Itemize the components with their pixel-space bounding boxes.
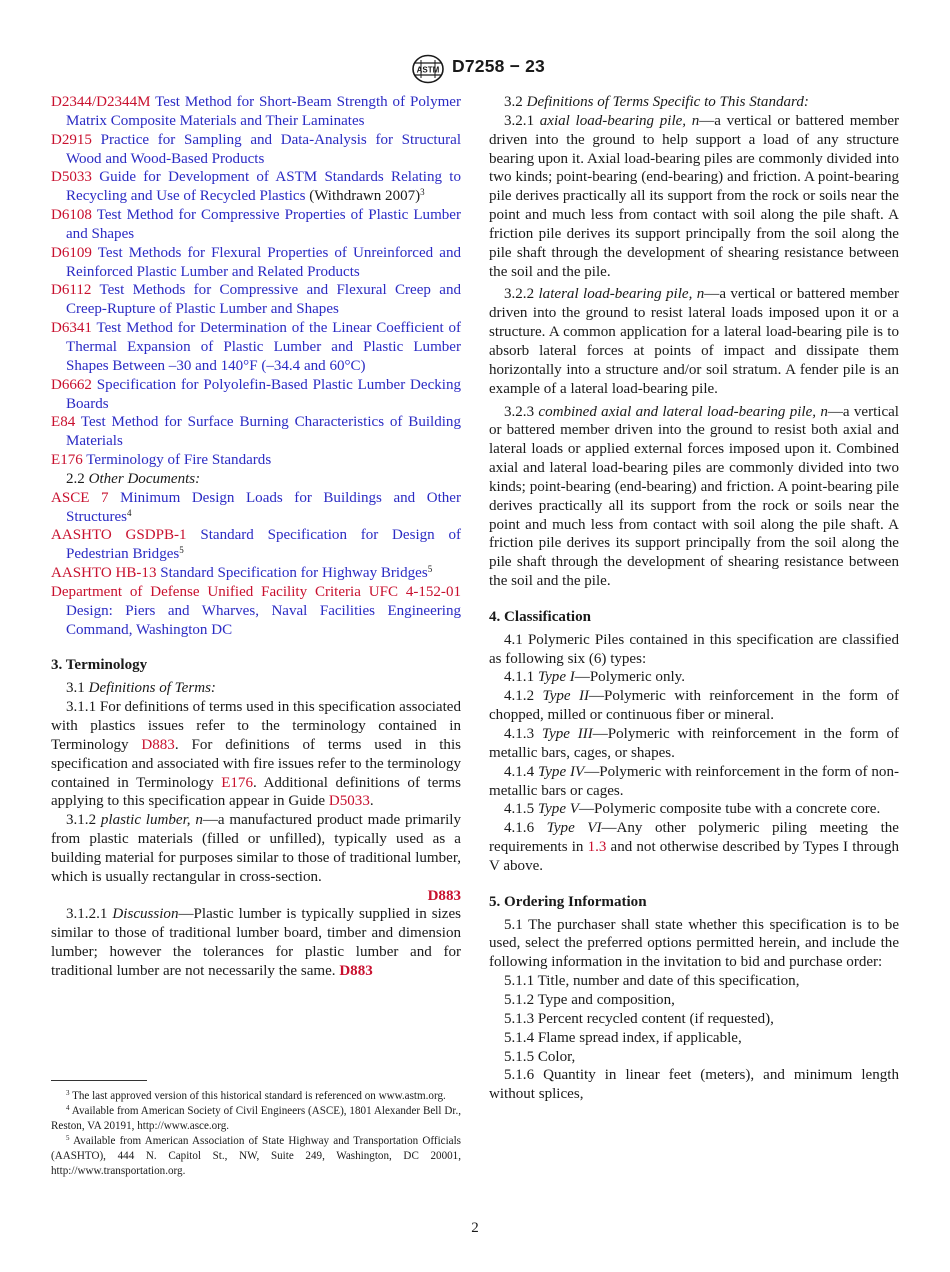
ordering-item: 5.1.5 Color, bbox=[504, 1048, 576, 1065]
type-number: 4.1.4 bbox=[504, 763, 535, 780]
para-3-2: 3.2 Definitions of Terms Specific to This Standard: bbox=[504, 94, 809, 110]
reference-code-link[interactable]: D2344/D2344M bbox=[51, 94, 151, 110]
reference-item bbox=[51, 93, 461, 131]
type-description: —Polymeric with reinforcement in the form of non-metallic bars or cages. bbox=[489, 763, 899, 799]
type-name: Type IV bbox=[538, 763, 585, 780]
reference-item bbox=[51, 244, 461, 282]
reference-title-link[interactable]: Test Method for Short-Beam Strength of Polymer Matrix Composite Materials and Their Laminates bbox=[66, 94, 461, 129]
link-d883-definition[interactable]: D883 bbox=[427, 887, 461, 904]
footnote-marker[interactable]: 4 bbox=[127, 507, 132, 518]
reference-title-link[interactable]: Test Method for Determination of the Linear Coefficient of Thermal Expansion of Plastic Lumber and Plastic Lumber Shapes Between –30 and 140°F (–34.4 and 60°C) bbox=[66, 320, 461, 374]
reference-title-link[interactable]: Design: Piers and Wharves, Naval Facilities Engineering Command, Washington DC bbox=[66, 602, 461, 638]
reference-title-link[interactable]: Standard Specification for Design of Pedestrian Bridges bbox=[66, 527, 461, 563]
section-4-heading: 4. Classification bbox=[489, 608, 591, 625]
para-3-1-1: 3.1.1 For definitions of terms used in this specification associated with plastics issues refer to the terminology contained in Terminology D883. For definitions of terms used in this specification and associated with fire issues refer to the terminology contained in Terminology E176. Additional definitions of terms applying to this specification appear in Guide D5033. bbox=[51, 699, 461, 810]
ordering-item: 5.1.1 Title, number and date of this specification, bbox=[504, 973, 800, 990]
para-3-1-2-1: 3.1.2.1 Discussion—Plastic lumber is typically supplied in sizes similar to those of traditional lumber board, timber and dimension lumber; however the tolerances for plastic lumber and for traditional lumber are not necessarily the same. D883 bbox=[51, 906, 461, 979]
reference-code-link[interactable]: D2915 bbox=[51, 131, 92, 148]
footnote-marker[interactable]: 5 bbox=[179, 545, 184, 556]
reference-title-link[interactable]: Standard Specification for Highway Bridges bbox=[160, 565, 428, 582]
reference-title-link[interactable]: Test Methods for Flexural Properties of Unreinforced and Reinforced Plastic Lumber and Related Products bbox=[66, 244, 461, 280]
reference-item bbox=[51, 319, 461, 376]
pile-types-list bbox=[489, 668, 899, 819]
footnotes bbox=[51, 1089, 461, 1179]
link-d883-discussion[interactable]: D883 bbox=[339, 962, 373, 979]
reference-code-link[interactable]: AASHTO GSDPB-1 bbox=[51, 527, 187, 544]
footnote-text: The last approved version of this historical standard is referenced on www.astm.org. bbox=[72, 1090, 446, 1102]
reference-code-link[interactable]: Department of Defense Unified Facility Criteria UFC 4-152-01 bbox=[51, 583, 461, 600]
type-number: 4.1.5 bbox=[504, 801, 535, 818]
reference-code-link[interactable]: D6112 bbox=[51, 282, 92, 299]
reference-title-link[interactable]: Guide for Development of ASTM Standards Relating to Recycling and Use of Recycled Plastics bbox=[66, 169, 461, 205]
standard-designation: D7258 − 23 bbox=[452, 56, 545, 76]
link-d883[interactable]: D883 bbox=[141, 736, 175, 753]
reference-item bbox=[51, 376, 461, 414]
reference-item bbox=[51, 564, 461, 583]
pile-type-item bbox=[489, 687, 899, 725]
reference-title-link[interactable]: Terminology of Fire Standards bbox=[86, 452, 272, 469]
reference-code-link[interactable]: E84 bbox=[51, 414, 76, 431]
reference-code-link[interactable]: D6108 bbox=[51, 207, 92, 224]
reference-title-link[interactable]: Practice for Sampling and Data-Analysis for Structural Wood and Wood-Based Products bbox=[66, 131, 462, 167]
reference-code-link[interactable]: E176 bbox=[51, 452, 83, 469]
reference-item bbox=[51, 451, 461, 470]
ordering-item: 5.1.4 Flame spread index, if applicable, bbox=[504, 1029, 742, 1046]
link-e176[interactable]: E176 bbox=[221, 774, 253, 791]
svg-text:ASTM: ASTM bbox=[416, 65, 440, 75]
type-description: —Polymeric only. bbox=[574, 669, 685, 686]
para-3-2-1: 3.2.1 axial load-bearing pile, n—a vertical or battered member driven into the ground to help support a load of any structure bearing upon it. Axial load-bearing piles are commonly divided into two kinds; point-bearing (end-bearing) and friction. A point-bearing pile derives practically all its support from the rock or soils near the point and much less from contact with soil along the pile shaft. A friction pile derives its support principally from the soil along the pile shaft through the development of shearing resistance between the soil and the pile. bbox=[489, 112, 900, 280]
ordering-item: 5.1.3 Percent recycled content (if requested), bbox=[504, 1010, 774, 1027]
left-column bbox=[51, 93, 461, 981]
footnote bbox=[51, 1104, 461, 1134]
reference-title-link[interactable]: Test Method for Surface Burning Characteristics of Building Materials bbox=[66, 414, 461, 450]
section-5-heading: 5. Ordering Information bbox=[489, 893, 647, 910]
type-name: Type I bbox=[537, 669, 575, 686]
page-header bbox=[0, 54, 950, 84]
para-4-1: 4.1 Polymeric Piles contained in this specification are classified as following six (6) types: bbox=[489, 631, 899, 667]
pile-type-item bbox=[489, 763, 899, 801]
astm-logo-icon bbox=[410, 54, 446, 84]
footnote bbox=[51, 1089, 461, 1104]
footnote-rule bbox=[51, 1080, 147, 1081]
pile-type-item bbox=[489, 725, 899, 763]
footnote-number: 4 bbox=[66, 1104, 70, 1112]
reference-note: (Withdrawn 2007) bbox=[305, 188, 421, 205]
reference-code-link[interactable]: AASHTO HB-13 bbox=[51, 565, 157, 582]
para-3-2-3: 3.2.3 combined axial and lateral load-bearing pile, n—a vertical or battered member driven into the ground to resist both axial and lateral loads or applied external forces imposed upon it. Combined axial and lateral load-bearing piles are commonly divided into two kinds; point-bearing (end-bearing) and friction. A point-bearing pile derives practically all its support from the rock or soils near the point and much less from contact with soil along the pile shaft. A friction pile derives its support principally from the soil along the pile shaft through the development of shearing resistance between the soil and the pile. bbox=[489, 403, 899, 590]
other-documents-list bbox=[51, 489, 461, 640]
ordering-items-list bbox=[489, 972, 899, 1104]
reference-title-link[interactable]: Specification for Polyolefin-Based Plastic Lumber Decking Boards bbox=[66, 376, 462, 412]
ordering-item: 5.1.6 Quantity in linear feet (meters), and minimum length without splices, bbox=[489, 1067, 899, 1103]
para-3-1-2: 3.1.2 plastic lumber, n—a manufactured product made primarily from plastic materials (filled or unfilled), typically used as a building material for purposes similar to those of traditional lumber, which is usually rectangular in cross-section. bbox=[51, 812, 461, 885]
footnote-marker[interactable]: 5 bbox=[427, 564, 433, 575]
reference-item bbox=[51, 206, 461, 244]
footnote-text: Available from American Society of Civil Engineers (ASCE), 1801 Alexander Bell Dr., Reston, VA 20191, http://www.asce.org. bbox=[51, 1105, 461, 1132]
pile-type-item bbox=[489, 668, 899, 687]
type-number: 4.1.3 bbox=[504, 726, 535, 742]
reference-item bbox=[51, 526, 461, 564]
type-description: —Polymeric with reinforcement in the form of chopped, milled or continuous fiber or mineral. bbox=[489, 688, 899, 724]
type-description: —Polymeric with reinforcement in the form of metallic bars, cages, or shapes. bbox=[489, 726, 900, 761]
type-number: 4.1.2 bbox=[504, 688, 535, 705]
link-section-1-3[interactable]: 1.3 bbox=[587, 839, 607, 856]
reference-item bbox=[51, 489, 461, 527]
para-4-1-6: 4.1.6 Type VI—Any other polymeric piling meeting the requirements in 1.3 and not otherwise described by Types I through V above. bbox=[489, 820, 900, 874]
reference-item bbox=[51, 131, 461, 169]
reference-item bbox=[51, 413, 461, 451]
footnote-number: 3 bbox=[66, 1089, 70, 1097]
footnote bbox=[51, 1134, 461, 1179]
section-3-heading: 3. Terminology bbox=[51, 657, 148, 674]
reference-item bbox=[51, 168, 461, 206]
reference-title-link[interactable]: Minimum Design Loads for Buildings and Other Structures bbox=[66, 489, 461, 525]
pile-type-item bbox=[489, 800, 899, 819]
type-number: 4.1.1 bbox=[504, 669, 535, 686]
page-number: 2 bbox=[471, 1220, 479, 1236]
type-name: Type V bbox=[537, 801, 579, 818]
type-name: Type III bbox=[541, 726, 593, 742]
reference-title-link[interactable]: Test Methods for Compressive and Flexural Creep and Creep-Rupture of Plastic Lumber and Shapes bbox=[66, 282, 461, 318]
right-column bbox=[489, 93, 899, 1104]
other-documents-heading: 2.2 Other Documents: bbox=[66, 470, 201, 487]
footnote-text: Available from American Association of State Highway and Transportation Officials (AASHTO), 444 N. Capitol St., NW, Suite 249, Washington, DC 20001, http://www.transportation.org. bbox=[51, 1135, 461, 1177]
reference-code-link[interactable]: D6109 bbox=[51, 244, 92, 261]
reference-item bbox=[51, 583, 461, 640]
ordering-item: 5.1.2 Type and composition, bbox=[504, 991, 675, 1008]
footnote-marker[interactable]: 3 bbox=[420, 187, 425, 198]
para-3-1: 3.1 Definitions of Terms: bbox=[66, 680, 216, 697]
reference-code-link[interactable]: D6662 bbox=[51, 376, 92, 393]
footnote-number: 5 bbox=[66, 1134, 70, 1142]
reference-code-link[interactable]: ASCE 7 bbox=[51, 489, 109, 506]
para-3-2-2: 3.2.2 lateral load-bearing pile, n—a vertical or battered member driven into the ground to resist lateral loads imposed upon it or a structure. A common application for a lateral load-bearing pile is to absorb lateral forces at points of impact and dissipate them horizontally into a structure and/or soil stratum. A fender pile is an example of a lateral load-bearing pile. bbox=[489, 286, 900, 397]
reference-code-link[interactable]: D5033 bbox=[51, 169, 92, 186]
type-description: —Polymeric composite tube with a concrete core. bbox=[578, 801, 881, 818]
reference-item bbox=[51, 281, 461, 319]
reference-code-link[interactable]: D6341 bbox=[51, 320, 92, 337]
referenced-documents-list bbox=[51, 93, 461, 470]
type-name: Type II bbox=[542, 688, 589, 705]
para-5-1: 5.1 The purchaser shall state whether this specification is to be used, select the preferred options permitted herein, and include the following information in the invitation to bid and purchase order: bbox=[489, 916, 899, 971]
link-d5033[interactable]: D5033 bbox=[328, 793, 370, 810]
reference-title-link[interactable]: Test Method for Compressive Properties of Plastic Lumber and Shapes bbox=[66, 207, 461, 242]
